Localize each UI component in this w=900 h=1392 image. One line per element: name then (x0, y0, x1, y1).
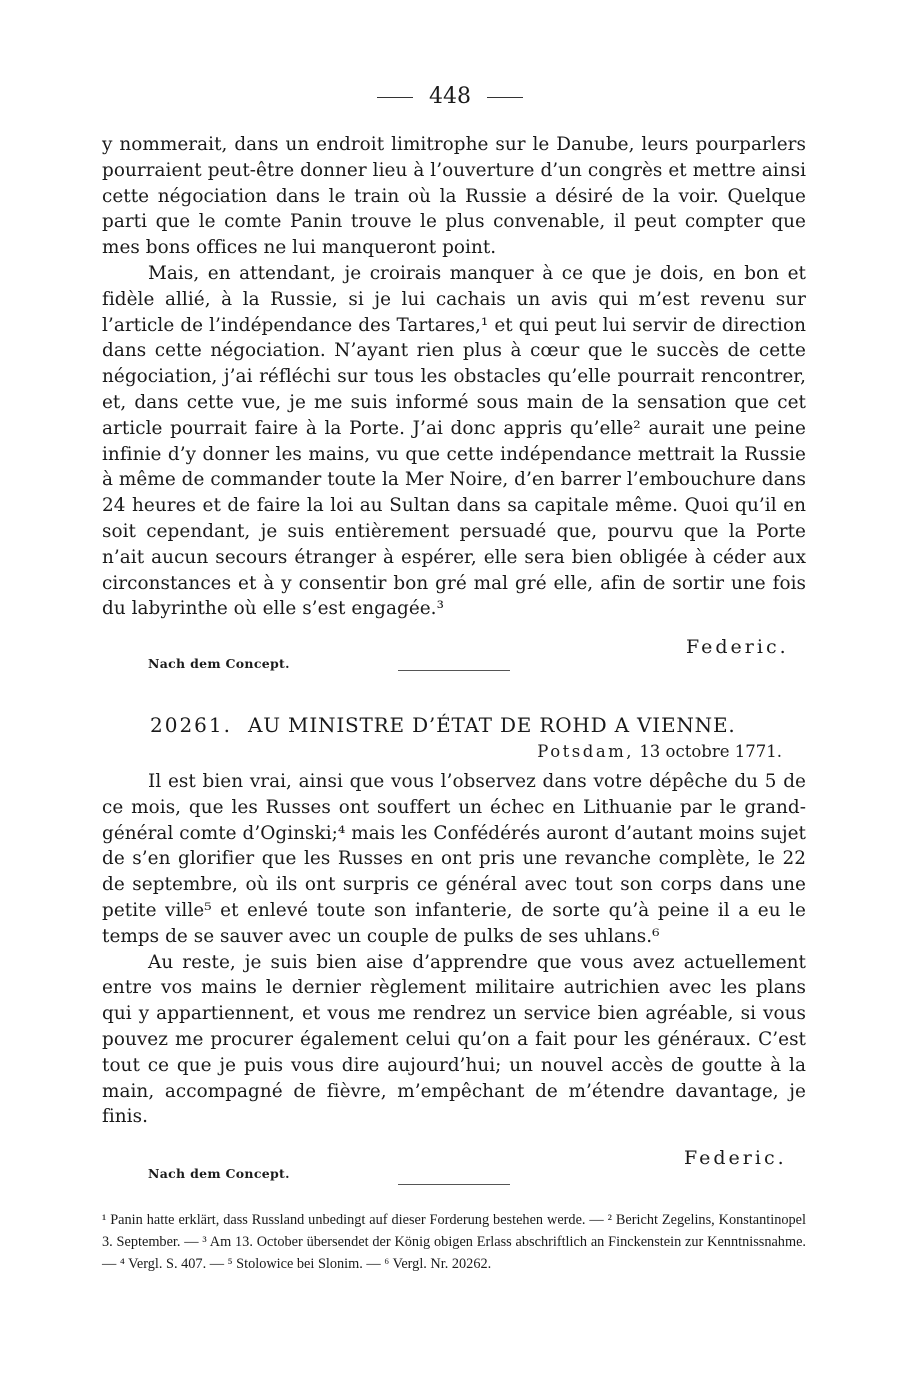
right-dash (487, 97, 523, 98)
dateline (430, 742, 782, 761)
letter1-paragraph-1: y nommerait, dans un endroit limitrophe sur le Danube, leurs pourparlers pourraient peut-être donner lieu à l’ouverture d’un congrès et mettre ainsi cette négociation dans le train où la Russie a désiré de la voir. Quelque parti que le comte Panin trouve le plus convenable, il peut compter que mes bons offices ne lui manqueront point. (102, 134, 806, 259)
letter1-body (102, 132, 806, 622)
page-number-text: 448 (429, 84, 471, 109)
footnotes: ¹ Panin hatte erklärt, dass Russland unbedingt auf dieser Forderung bestehen werde. — ² Bericht Zegelins, Konstantinopel 3. September. — ³ Am 13. October übersendet der König obigen Erlass abschriftlich an Finckenstein zur Kenntnissnahme. — ⁴ Vergl. S. 407. — ⁵ Stolowice bei Slonim. — ⁶ Vergl. Nr. 20262. (102, 1212, 806, 1272)
dateline-place: Potsdam, (537, 742, 635, 761)
dateline-date: 13 octobre 1771. (639, 742, 782, 761)
letter2-paragraph-2: Au reste, je suis bien aise d’apprendre que vous avez actuellement entre vos mains le dernier règlement militaire autrichien avec les plans qui y appartiennent, et vous me rendrez un service bien agréable, si vous pouvez me procurer également celui qu’on a fait pour les généraux. C’est tout ce que je puis vous dire aujourd’hui; un nouvel accès de goutte à la main, accompagné de fièvre, m’empêchant de m’étendre davantage, je finis. (102, 951, 806, 1128)
letter2-separator (398, 1184, 510, 1185)
left-dash (377, 97, 413, 98)
page-number (0, 84, 900, 109)
letter2-concept-note: Nach dem Concept. (148, 1166, 290, 1181)
letter1-concept-note: Nach dem Concept. (148, 656, 290, 671)
letter1-signature: Federic. (686, 636, 789, 658)
letter-title: AU MINISTRE D’ÉTAT DE ROHD A VIENNE. (247, 713, 736, 737)
letter2-body (102, 769, 806, 1130)
letter1-separator (398, 670, 510, 671)
letter-number: 20261. (150, 713, 232, 737)
letter2-paragraph-1: Il est bien vrai, ainsi que vous l’observez dans votre dépêche du 5 de ce mois, que les Russes ont souffert un échec en Lithuanie par le grand-général comte d’Oginski;⁴ mais les Confédérés auront d’autant moins sujet de s’en glorifier que les Russes en ont pris une revanche complète, le 22 de septembre, où ils ont surpris ce général avec tout son corps dans une petite ville⁵ et enlevé toute son infanterie, de sorte qu’à peine il a eu le temps de se sauver avec un couple de pulks de ses uhlans.⁶ (102, 771, 806, 947)
letter2-heading (150, 713, 800, 737)
letter2-signature: Federic. (684, 1147, 787, 1169)
letter1-paragraph-2: Mais, en attendant, je croirais manquer à ce que je dois, en bon et fidèle allié, à la Russie, si je lui cachais un avis qui m’est revenu sur l’article de l’indépendance des Tartares,¹ et qui peut lui servir de direction dans cette négociation. N’ayant rien plus à cœur que le succès de cette négociation, j’ai réfléchi sur tous les obstacles qu’elle pourrait rencontrer, et, dans cette vue, je me suis informé sous main de la sensation que cet article pourrait faire à la Porte. J’ai donc appris qu’elle² aurait une peine infinie d’y donner les mains, vu que cette indépendance mettrait la Russie à même de commander toute la Mer Noire, d’en barrer l’embouchure dans 24 heures et de faire la loi au Sultan dans sa capitale même. Quoi qu’il en soit cependant, je suis entièrement persuadé que, pourvu que la Porte n’ait aucun secours étranger à espérer, elle sera bien obligée à céder aux circonstances et à y consentir bon gré mal gré elle, afin de sortir une fois du labyrinthe où elle s’est engagée.³ (102, 262, 806, 620)
